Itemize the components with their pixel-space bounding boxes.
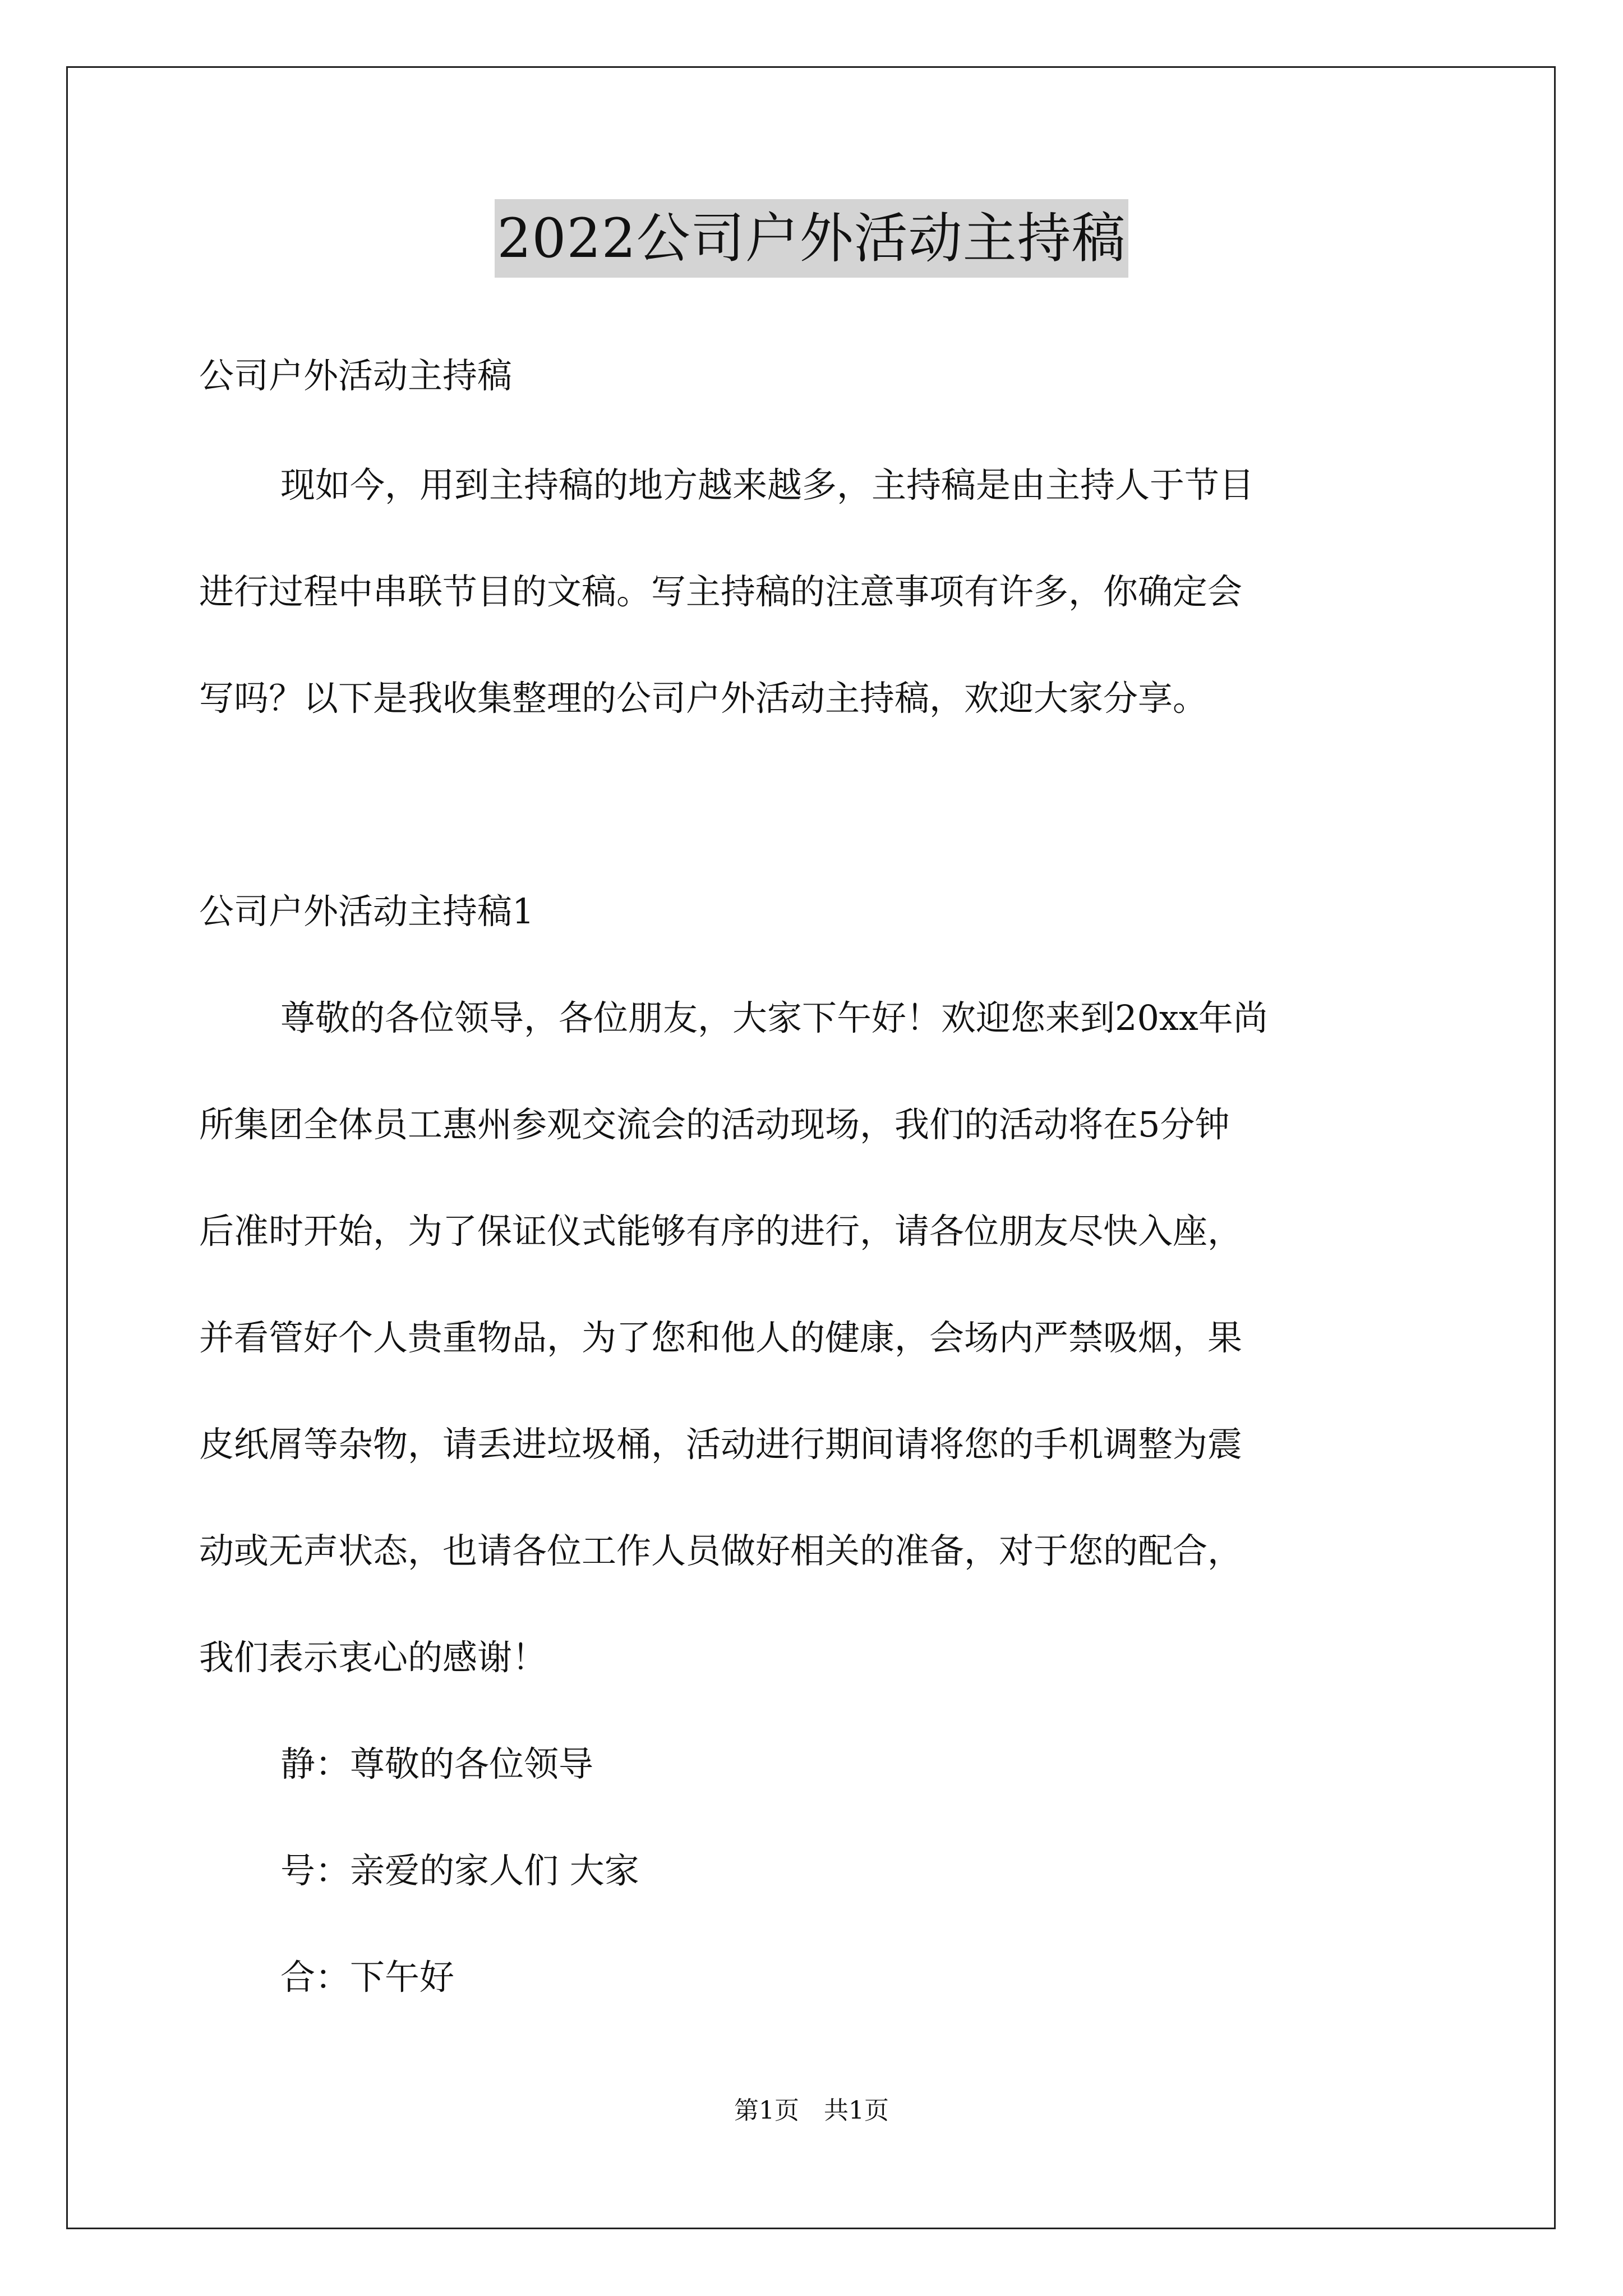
document-title: 2022公司户外活动主持稿	[495, 199, 1128, 278]
speech-line-1: 尊敬的各位领导，各位朋友，大家下午好！欢迎您来到20xx年尚	[280, 997, 1268, 1038]
speech-line-6: 动或无声状态，也请各位工作人员做好相关的准备，对于您的配合，	[199, 1530, 1243, 1571]
intro-line-3: 写吗？以下是我收集整理的公司户外活动主持稿，欢迎大家分享。	[199, 678, 1208, 719]
intro-line-2: 进行过程中串联节目的文稿。写主持稿的注意事项有许多，你确定会	[199, 571, 1243, 612]
speech-line-7: 我们表示衷心的感谢！	[199, 1637, 547, 1678]
page-footer: 第1页 共1页	[734, 2096, 889, 2125]
intro-line-1: 现如今，用到主持稿的地方越来越多，主持稿是由主持人于节目	[280, 464, 1255, 505]
subtitle: 公司户外活动主持稿	[199, 355, 513, 396]
dialogue-line-2: 号：亲爱的家人们 大家	[280, 1850, 639, 1891]
section-heading: 公司户外活动主持稿1	[199, 891, 534, 932]
speech-line-5: 皮纸屑等杂物，请丢进垃圾桶，活动进行期间请将您的手机调整为震	[199, 1424, 1243, 1465]
speech-line-4: 并看管好个人贵重物品，为了您和他人的健康，会场内严禁吸烟，果	[199, 1317, 1243, 1358]
speech-line-3: 后准时开始，为了保证仪式能够有序的进行，请各位朋友尽快入座，	[199, 1211, 1243, 1251]
dialogue-line-1: 静：尊敬的各位领导	[280, 1743, 594, 1784]
title-container	[0, 199, 1623, 278]
speech-line-2: 所集团全体员工惠州参观交流会的活动现场，我们的活动将在5分钟	[199, 1104, 1230, 1145]
dialogue-line-3: 合：下午好	[280, 1957, 455, 1998]
